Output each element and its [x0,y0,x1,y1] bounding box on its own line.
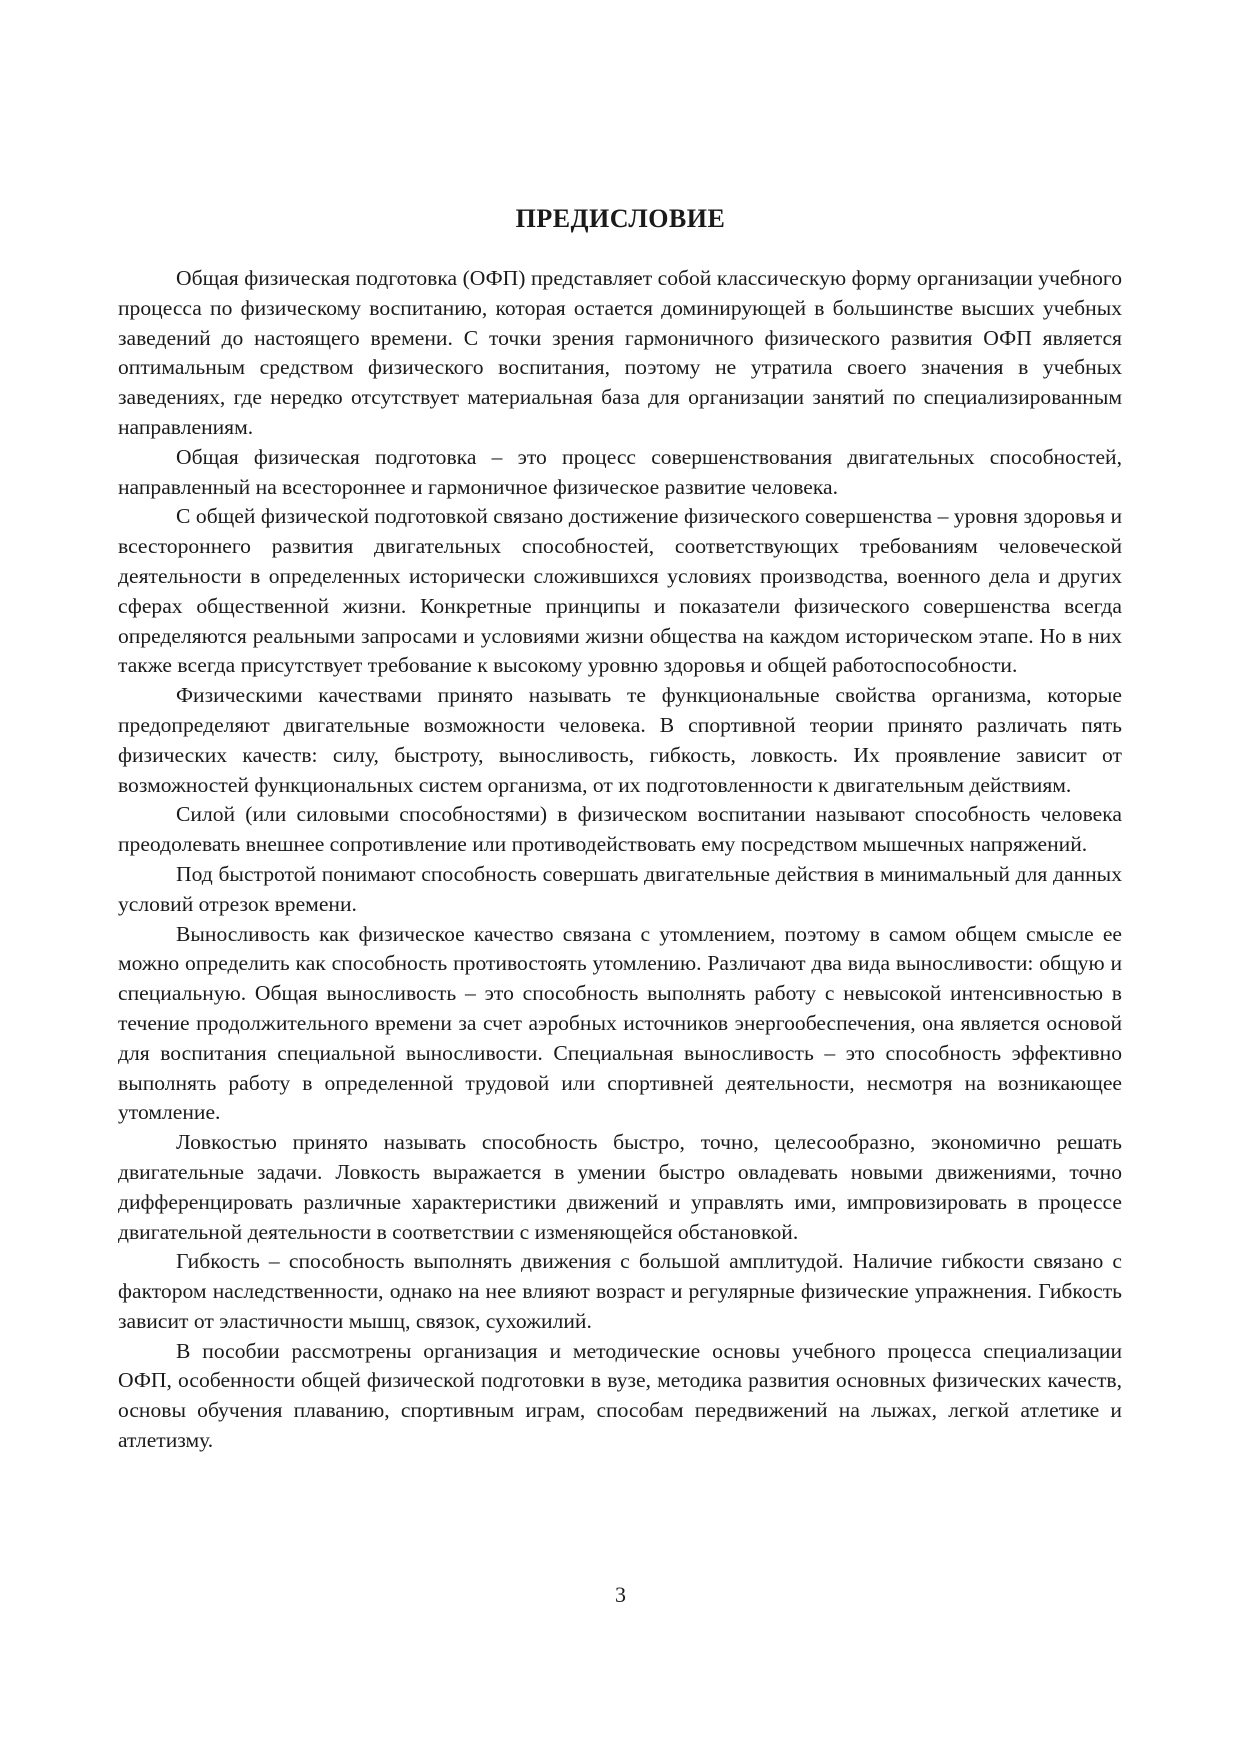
paragraph: Ловкостью принято называть способность быстро, точно, целесообразно, экономично решать двигательные задачи. Ловкость выражается в умении быстро овладевать новыми движениями, точно дифференцировать различные характеристики движений и управлять ими, импровизировать в процессе двигательной деятельности в соответствии с изменяющейся обстановкой. [118,1130,1122,1244]
paragraph: Общая физическая подготовка (ОФП) представляет собой классическую форму организации учебного процесса по физическому воспитанию, которая остается доминирующей в большинстве высших учебных заведений до настоящего времени. С точки зрения гармоничного физического развития ОФП является оптимальным средством физического воспитания, поэтому не утратила своего значения в учебных заведениях, где нередко отсутствует материальная база для организации занятий по специализированным направлениям. [118,266,1122,439]
paragraph: Под быстротой понимают способность совершать двигательные действия в минимальный для данных условий отрезок времени. [118,861,1122,916]
body-text [118,264,1122,1456]
paragraph: Силой (или силовыми способностями) в физическом воспитании называют способность человека преодолевать внешнее сопротивление или противодействовать ему посредством мышечных напряжений. [118,802,1122,857]
page-title: ПРЕДИСЛОВИЕ [515,204,726,233]
paragraph: В пособии рассмотрены организация и методические основы учебного процесса специализации ОФП, особенности общей физической подготовки в вузе, методика развития основных физических качеств, основы обучения плаванию, спортивным играм, способам передвижений на лыжах, легкой атлетике и атлетизму. [118,1338,1122,1453]
paragraph: Физическими качествами принято называть те функциональные свойства организма, которые предопределяют двигательные возможности человека. В спортивной теории принято различать пять физических качеств: силу, быстроту, выносливость, гибкость, ловкость. Их проявление зависит от возможностей функциональных систем организма, от их подготовленности к двигательным действиям. [118,683,1122,797]
paragraph: С общей физической подготовкой связано достижение физического совершенства – уровня здоровья и всестороннего развития двигательных способностей, соответствующих требованиям человеческой деятельности в определенных исторически сложившихся условиях производства, военного дела и других сферах общественной жизни. Конкретные принципы и показатели физического совершенства всегда определяются реальными запросами и условиями жизни общества на каждом историческом этапе. Но в них также всегда присутствует требование к высокому уровню здоровья и общей работоспособности. [118,504,1122,678]
paragraph: Общая физическая подготовка – это процесс совершенствования двигательных способностей, направленный на всестороннее и гармоничное физическое развитие человека. [118,444,1122,499]
paragraph: Гибкость – способность выполнять движения с большой амплитудой. Наличие гибкости связано с фактором наследственности, однако на нее влияют возраст и регулярные физические упражнения. Гибкость зависит от эластичности мышц, связок, сухожилий. [118,1249,1122,1333]
page-number: 3 [615,1582,626,1607]
paragraph: Выносливость как физическое качество связана с утомлением, поэтому в самом общем смысле ее можно определить как способность противостоять утомлению. Различают два вида выносливости: общую и специальную. Общая выносливость – это способность выполнять работу с невысокой интенсивностью в течение продолжительного времени за счет аэробных источников энергообеспечения, она является основой для воспитания специальной выносливости. Специальная выносливость – это способность эффективно выполнять работу в определенной трудовой или спортивней деятельности, несмотря на возникающее утомление. [118,921,1122,1125]
